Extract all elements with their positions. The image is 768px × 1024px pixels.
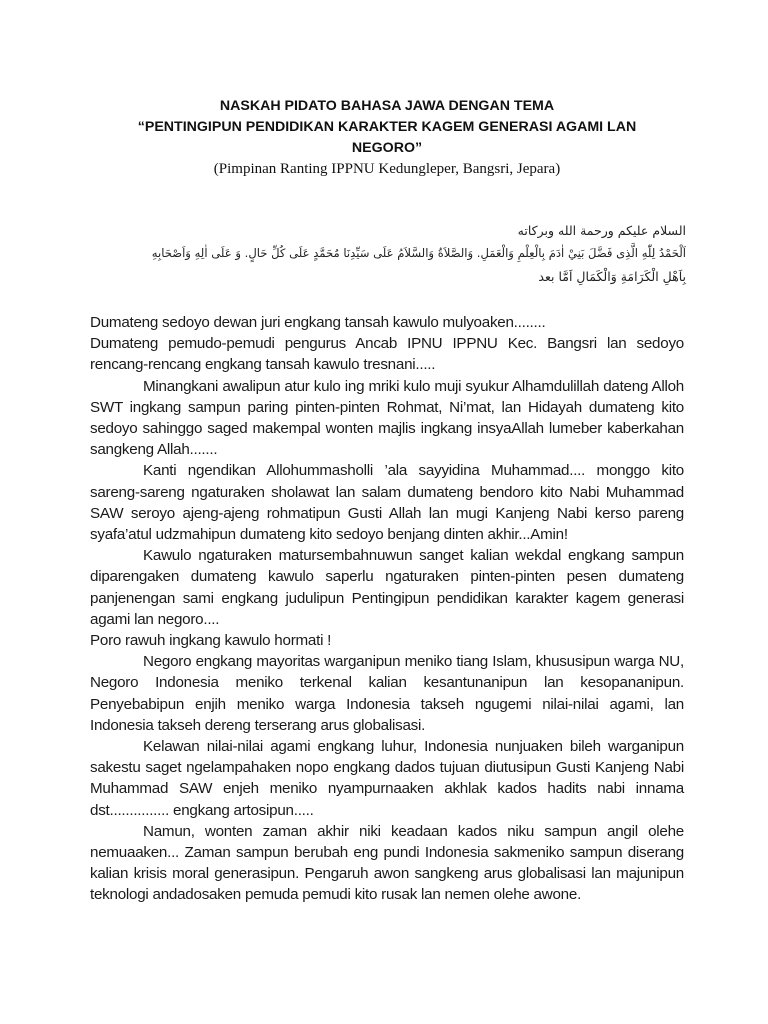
arabic-opening [82,219,686,288]
paragraph: Dumateng pemudo-pemudi pengurus Ancab IPNU IPPNU Kec. Bangsri lan sedoyo rencang-rencang engkang tansah kawulo tresnani..... [90,335,684,374]
speech-body [90,312,684,906]
paragraph: Kawulo ngaturaken matursembahnuwun sanget kalian wekdal engkang sampun diparengaken dumateng kawulo saperlu ngaturaken pinten-pinten pesen dumateng panjenengan sami engkang judulipun Pentingipun pendidikan karakter kagem generasi agami lan negoro.... [90,547,684,628]
arabic-line-1: السلام عليكم ورحمة الله وبركاته [517,223,686,238]
document-title-line-3: NEGORO” [351,140,423,156]
paragraph: Kelawan nilai-nilai agami engkang luhur, Indonesia nunjuaken bileh warganipun sakestu saget ngelampahaken nopo engkang dados tujuan diutusipun Gusti Kanjeng Nabi Muhammad SAW enjeh meniko nyampurnaaken akhlak kados hadits nabi innama dst............... engkang artosipun..... [90,738,684,819]
paragraph: Kanti ngendikan Allohummasholli ’ala sayyidina Muhammad.... monggo kito sareng-sareng ngaturaken sholawat lan salam dumateng bendoro kito Nabi Muhammad SAW seroyo ajeng-ajeng rohmatipun Gusti Allah lan mugi Kanjeng Nabi kerso pareng syafa’atul udzmahipun dumateng kito sedoyo benjang dinten akhir...Amin! [90,462,684,544]
document-title-line-1: NASKAH PIDATO BAHASA JAWA DENGAN TEMA [219,98,555,114]
paragraph: Dumateng sedoyo dewan juri engkang tansah kawulo mulyoaken........ [90,314,546,331]
paragraph: Poro rawuh ingkang kawulo hormati ! [90,632,332,650]
arabic-line-2: اَلْحَمْدُ لِلّٰهِ الَّذِى فَضَّلَ بَنِيْ اٰدَمَ بِالْعِلْمِ وَالْعَمَلِ. وَالصَّلاَةُ وَالسَّلاَمُ عَلَى سَيِّدِنَا مُحَمَّدٍ عَلَى كُلِّ حَالٍ. وَ عَلَى اٰلِهِ وَاَصْحَابِهِ [151,246,686,260]
title-block [90,96,684,179]
paragraph: Minangkani awalipun atur kulo ing mriki kulo muji syukur Alhamdulillah dateng Alloh SWT ingkang sampun paring pinten-pinten Rohmat, Ni’mat, lan Hidayah dumateng kito sedoyo sahinggo saged makempal wonten majlis ingkang insyaAllah lumeber kaberkahan sangkeng Allah....... [90,377,684,459]
paragraph: Negoro engkang mayoritas warganipun meniko tiang Islam, khususipun warga NU, Negoro Indonesia meniko terkenal kalian kesantunanipun lan kesopananipun. Penyebabipun enjih meniko warga Indonesia takseh ngugemi nilai-nilai agami, lan Indonesia takseh dereng terserang arus globalisasi. [90,653,684,734]
arabic-line-3: بِاَهْلِ الْكَرَامَةِ وَالْكَمَالِ اَمَّا بعد [538,269,686,284]
document-subtitle: (Pimpinan Ranting IPPNU Kedungleper, Bangsri, Jepara) [213,161,561,177]
paragraph: Namun, wonten zaman akhir niki keadaan kados niku sampun angil olehe nemuaaken... Zaman sampun berubah eng pundi Indonesia sakmeniko sampun diserang kalian krisis moral generasipun. Pengaruh awon sangkeng arus globalisasi lan majunipun teknologi andadosaken pemuda pemudi kito rusak lan nemen olehe awone. [90,822,684,904]
document-title-line-2: “PENTINGIPUN PENDIDIKAN KARAKTER KAGEM GENERASI AGAMI LAN [137,119,637,135]
